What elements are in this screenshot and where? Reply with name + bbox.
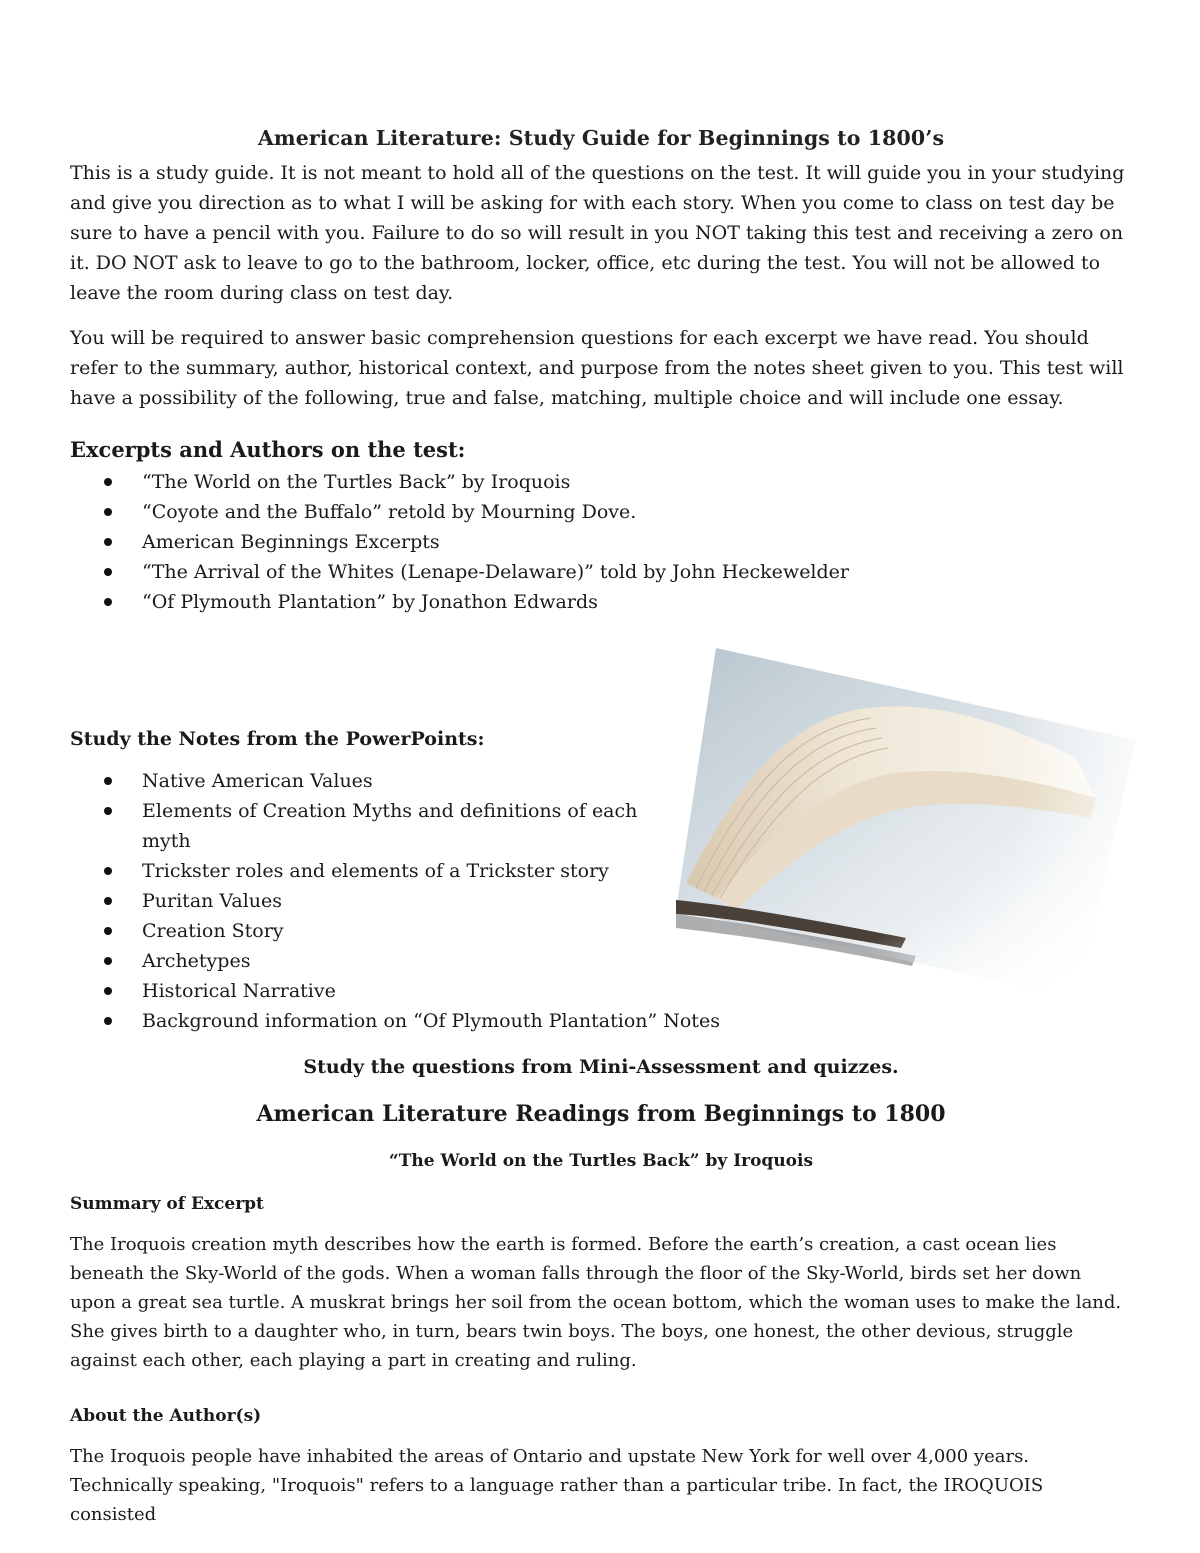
bullet-icon: [104, 538, 112, 546]
bullet-icon: [104, 478, 112, 486]
bullet-icon: [104, 508, 112, 516]
bullet-icon: [104, 957, 112, 965]
bullet-icon: [104, 777, 112, 785]
bullet-icon: [104, 927, 112, 935]
list-item: American Beginnings Excerpts: [70, 527, 1132, 557]
summary-heading: Summary of Excerpt: [70, 1194, 264, 1214]
list-item: “The World on the Turtles Back” by Iroquois: [70, 467, 1132, 497]
list-item: Native American Values: [70, 766, 662, 796]
excerpts-heading: Excerpts and Authors on the test:: [70, 437, 466, 462]
intro-paragraph-2: You will be required to answer basic comprehension questions for each excerpt we have read. You should refer to the summary, author, historical context, and purpose from the notes sheet given to you. This test will have a possibility of the following, true and false, matching, multiple choice and will include one essay.: [70, 327, 1124, 409]
list-item: Historical Narrative: [70, 976, 662, 1006]
summary-paragraph: The Iroquois creation myth describes how the earth is formed. Before the earth’s creation, a cast ocean lies beneath the Sky-World of the gods. When a woman falls through the floor of the Sky-World, birds set her down upon a great sea turtle. A muskrat brings her soil from the ocean bottom, which the woman uses to make the land. She gives birth to a daughter who, in turn, bears twin boys. The boys, one honest, the other devious, struggle against each other, each playing a part in creating and ruling.: [70, 1234, 1122, 1371]
story-title: “The World on the Turtles Back” by Iroquois: [388, 1151, 814, 1171]
bullet-icon: [104, 1017, 112, 1025]
mini-assessment-note: Study the questions from Mini-Assessment and quizzes.: [303, 1056, 899, 1078]
list-item: “Of Plymouth Plantation” by Jonathon Edwards: [70, 587, 1132, 617]
list-item: Creation Story: [70, 916, 662, 946]
author-heading: About the Author(s): [70, 1406, 262, 1426]
list-item: Puritan Values: [70, 886, 662, 916]
excerpts-list: [70, 467, 1132, 617]
intro-paragraph-1: This is a study guide. It is not meant to hold all of the questions on the test. It will guide you in your studying and give you direction as to what I will be asking for with each story. When you come to class on test day be sure to have a pencil with you. Failure to do so will result in you NOT taking this test and receiving a zero on it. DO NOT ask to leave to go to the bathroom, locker, office, etc during the test. You will not be allowed to leave the room during class on test day.: [70, 162, 1125, 304]
bullet-icon: [104, 987, 112, 995]
readings-heading: American Literature Readings from Beginnings to 1800: [256, 1101, 946, 1127]
author-paragraph: The Iroquois people have inhabited the areas of Ontario and upstate New York for well over 4,000 years. Technically speaking, "Iroquois" refers to a language rather than a particular tribe. In fact, the IROQUOIS consisted: [70, 1446, 1044, 1525]
bullet-icon: [104, 867, 112, 875]
bullet-icon: [104, 807, 112, 815]
list-item: Background information on “Of Plymouth Plantation” Notes: [70, 1006, 942, 1036]
bullet-icon: [104, 598, 112, 606]
bullet-icon: [104, 568, 112, 576]
list-item: Elements of Creation Myths and definitions of each myth: [70, 796, 662, 856]
bullet-icon: [104, 897, 112, 905]
list-item: “Coyote and the Buffalo” retold by Mourning Dove.: [70, 497, 1132, 527]
open-book-photo-icon: [676, 648, 1136, 998]
document-page: [70, 118, 1132, 1525]
list-item: Trickster roles and elements of a Trickster story: [70, 856, 662, 886]
notes-list: [70, 766, 770, 1036]
list-item: “The Arrival of the Whites (Lenape-Delaware)” told by John Heckewelder: [70, 557, 1132, 587]
notes-heading: Study the Notes from the PowerPoints:: [70, 728, 485, 750]
document-title: American Literature: Study Guide for Beginnings to 1800’s: [257, 126, 945, 150]
list-item: Archetypes: [70, 946, 662, 976]
